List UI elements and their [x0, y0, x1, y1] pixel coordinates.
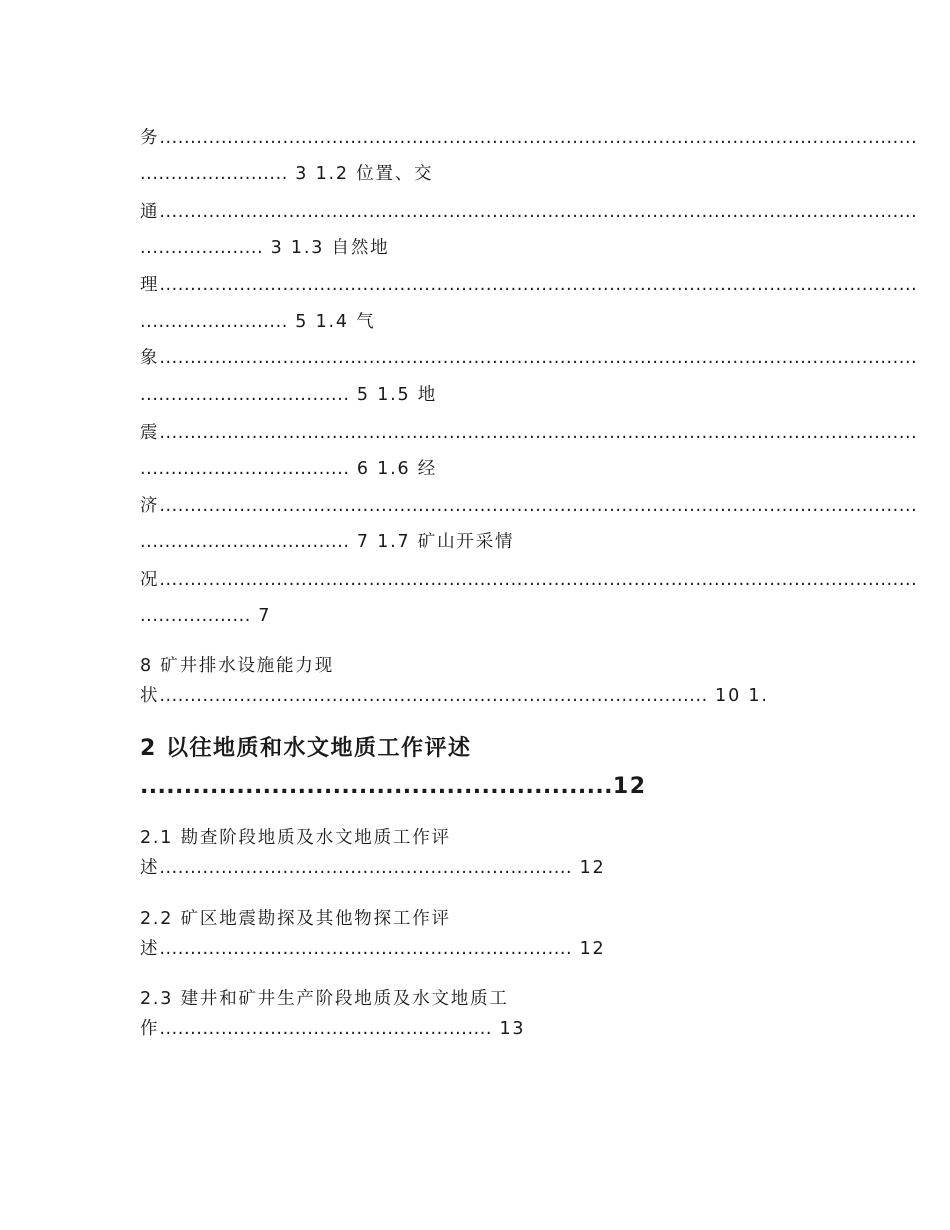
toc-line-lead: 理 [140, 275, 160, 295]
toc-line [140, 494, 918, 518]
toc-line-lead: 济 [140, 496, 160, 516]
section-2-2-title[interactable] [140, 907, 451, 931]
toc-line [140, 346, 918, 370]
toc-leader-dots: ........................................................................................................................... [159, 423, 918, 443]
toc-entry-text: 6 1.6 经 [349, 459, 438, 479]
toc-line-lead: 述 [140, 939, 160, 959]
toc-line [140, 200, 918, 224]
toc-line[interactable] [140, 604, 271, 628]
toc-line[interactable] [140, 457, 437, 481]
section-2-1-title[interactable] [140, 826, 451, 850]
toc-leader-dots: .................................. [140, 459, 350, 479]
toc-entry-text: 3 1.3 自然地 [263, 238, 390, 258]
chapter-2-leader[interactable] [140, 772, 647, 802]
section-2-3-leader[interactable] [140, 1017, 525, 1041]
toc-leader-dots: .................. [140, 606, 251, 626]
toc-entry-text: 7 [250, 606, 272, 626]
toc-line [140, 421, 918, 445]
toc-line[interactable] [140, 684, 808, 708]
toc-line-lead: 务 [140, 128, 160, 148]
toc-line-lead: 况 [140, 570, 160, 590]
toc-leader-dots: ......................................................................................... [159, 686, 708, 706]
toc-leader-dots: ................................................................... [159, 939, 573, 959]
toc-line-lead: 述 [140, 858, 160, 878]
toc-line-lead: 通 [140, 202, 160, 222]
toc-leader-dots: ........................ [140, 312, 288, 332]
toc-line [140, 273, 918, 297]
toc-entry-text: 8 矿井排水设施能力现 [140, 656, 334, 676]
toc-line[interactable] [140, 310, 375, 334]
toc-line [140, 568, 918, 592]
page-number: 12 [572, 939, 606, 959]
toc-line [140, 126, 918, 150]
page-number: 12 [572, 858, 606, 878]
toc-leader-dots: ........................................................................................................................... [159, 275, 918, 295]
toc-leader-dots: .................... [140, 238, 264, 258]
section-2-3-title[interactable] [140, 987, 509, 1011]
chapter-2-heading[interactable] [140, 734, 471, 764]
toc-entry-text: 2.3 建井和矿井生产阶段地质及水文地质工 [140, 989, 509, 1009]
toc-line[interactable] [140, 530, 514, 554]
toc-entry-text: 7 1.7 矿山开采情 [349, 532, 515, 552]
page-number: 12 [612, 774, 647, 799]
toc-entry-text: 2.1 勘查阶段地质及水文地质工作评 [140, 828, 451, 848]
toc-leader-dots: ........................................................................................................................... [159, 202, 918, 222]
toc-line[interactable] [140, 162, 433, 186]
toc-leader-dots: ...................................................... [159, 1019, 493, 1039]
toc-line-lead: 作 [140, 1019, 160, 1039]
toc-leader-dots: ...................................................... [140, 774, 613, 799]
toc-entry-text: 5 1.4 气 [287, 312, 376, 332]
toc-entry-text: 3 1.2 位置、交 [287, 164, 434, 184]
toc-entry-text: 5 1.5 地 [349, 385, 438, 405]
toc-leader-dots: ........................................................................................................................... [159, 570, 918, 590]
toc-line-lead: 震 [140, 423, 160, 443]
toc-leader-dots: ........................................................................................................................... [159, 128, 918, 148]
toc-leader-dots: .................................. [140, 385, 350, 405]
toc-leader-dots: ........................................................................................................................... [159, 496, 918, 516]
page-number: 13 [492, 1019, 526, 1039]
section-2-1-leader[interactable] [140, 856, 605, 880]
toc-leader-dots: ................................................................... [159, 858, 573, 878]
chapter-title: 2 以往地质和水文地质工作评述 [140, 736, 472, 761]
toc-line-lead: 状 [140, 686, 160, 706]
toc-line[interactable] [140, 383, 437, 407]
toc-leader-dots: ........................................................................................................................... [159, 348, 918, 368]
toc-line-lead: 象 [140, 348, 160, 368]
toc-line[interactable] [140, 654, 334, 678]
toc-leader-dots: .................................. [140, 532, 350, 552]
toc-entry-text: 10 1. [707, 686, 769, 706]
toc-line[interactable] [140, 236, 389, 260]
section-2-2-leader[interactable] [140, 937, 605, 961]
toc-leader-dots: ........................ [140, 164, 288, 184]
toc-entry-text: 2.2 矿区地震勘探及其他物探工作评 [140, 909, 451, 929]
